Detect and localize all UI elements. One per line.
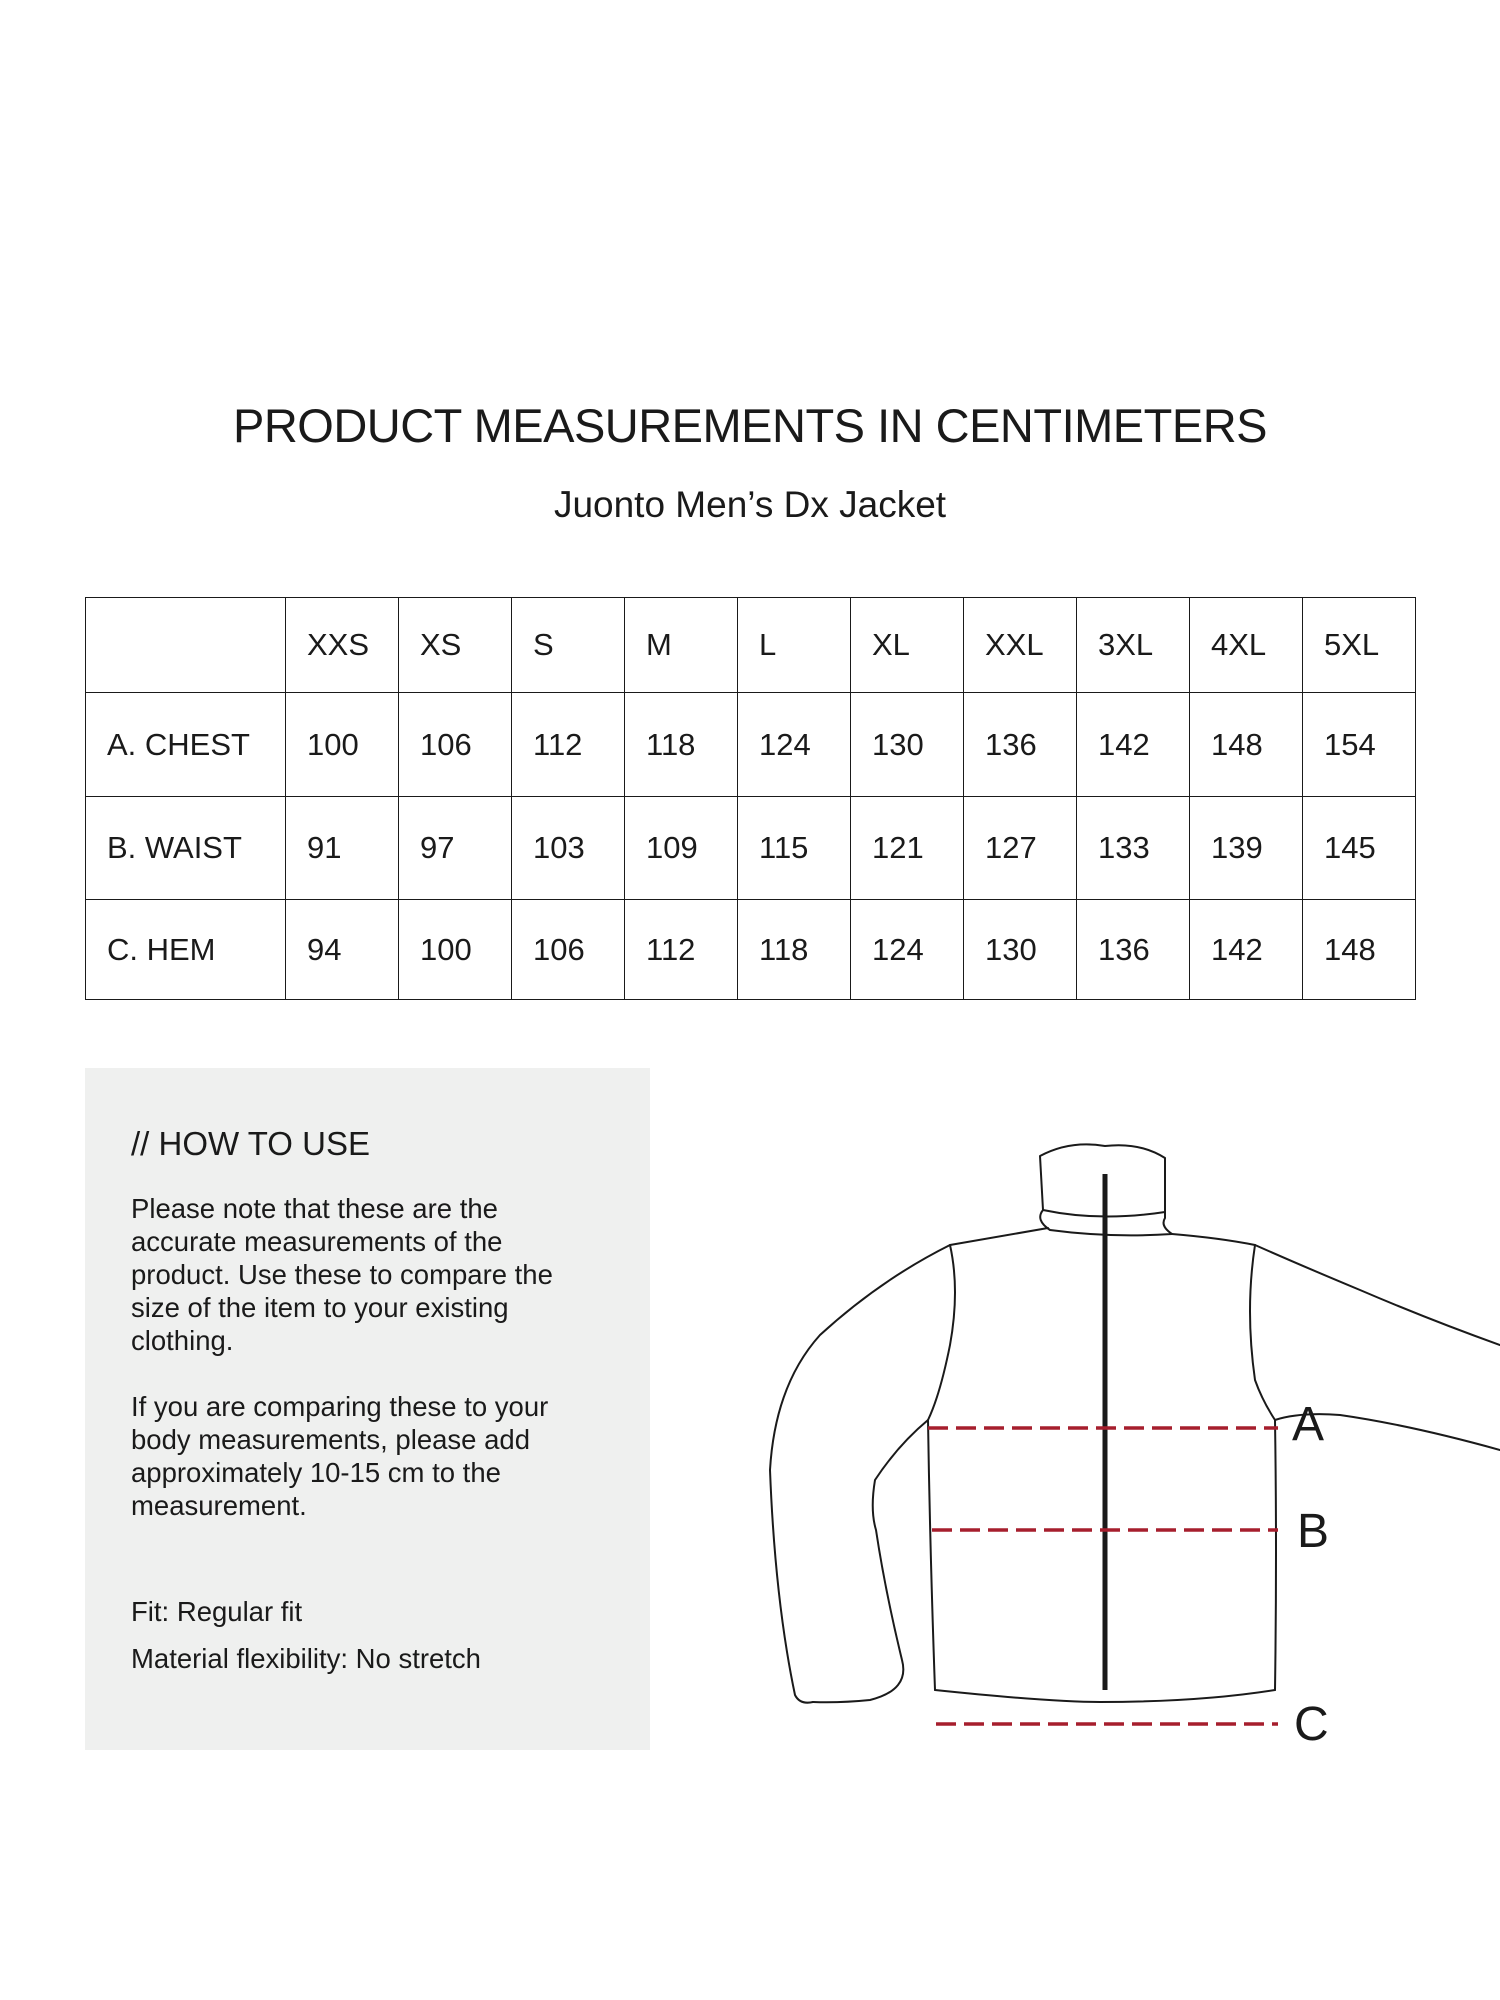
- size-header: S: [512, 598, 625, 693]
- size-header: M: [625, 598, 738, 693]
- page-title: PRODUCT MEASUREMENTS IN CENTIMETERS: [233, 399, 1267, 452]
- table-cell: 100: [399, 900, 512, 1000]
- table-cell: 103: [512, 797, 625, 900]
- how-to-use-heading: // HOW TO USE: [131, 1125, 370, 1162]
- table-cell: 130: [851, 693, 964, 797]
- right-sleeve-seam: [1250, 1245, 1275, 1420]
- table-cell: 130: [964, 900, 1077, 1000]
- size-header: L: [738, 598, 851, 693]
- spacer: [131, 1555, 604, 1595]
- table-cell: 124: [738, 693, 851, 797]
- size-header: 4XL: [1190, 598, 1303, 693]
- table-row-hem: [86, 900, 1416, 1000]
- table-cell: 142: [1077, 693, 1190, 797]
- product-name: Juonto Men’s Dx Jacket: [553, 484, 947, 525]
- table-cell: 121: [851, 797, 964, 900]
- label-c: C: [1294, 1698, 1329, 1751]
- how-to-paragraph-2: If you are comparing these to your body measurements, please add approximately 10-15 cm to the measurement.: [131, 1391, 549, 1522]
- row-label: C. HEM: [86, 900, 286, 1000]
- table-cell: 100: [286, 693, 399, 797]
- table-row-waist: [86, 797, 1416, 900]
- how-to-use-panel: [85, 1068, 650, 1750]
- hem: [935, 1690, 1275, 1702]
- table-cell: 109: [625, 797, 738, 900]
- table-cell: 112: [625, 900, 738, 1000]
- size-header-row: [86, 598, 1416, 693]
- measurement-labels: [1292, 1398, 1329, 1751]
- size-header: XL: [851, 598, 964, 693]
- label-a: A: [1292, 1398, 1325, 1451]
- table-cell: 148: [1303, 900, 1416, 1000]
- jacket-outline: [770, 1144, 1500, 1702]
- table-cell: 106: [399, 693, 512, 797]
- table-cell: 97: [399, 797, 512, 900]
- row-label: A. CHEST: [86, 693, 286, 797]
- body-right-side: [1275, 1420, 1276, 1690]
- corner-cell: [86, 598, 286, 693]
- row-label: B. WAIST: [86, 797, 286, 900]
- right-shoulder: [1172, 1234, 1255, 1245]
- fit-info: Fit: Regular fit: [131, 1596, 303, 1628]
- table-cell: 139: [1190, 797, 1303, 900]
- table-cell: 91: [286, 797, 399, 900]
- label-b: B: [1297, 1505, 1330, 1558]
- right-sleeve-outer: [1255, 1245, 1500, 1345]
- table-cell: 136: [964, 693, 1077, 797]
- table-cell: 118: [625, 693, 738, 797]
- size-header: XXL: [964, 598, 1077, 693]
- table-cell: 112: [512, 693, 625, 797]
- size-header: XS: [399, 598, 512, 693]
- table-cell: 124: [851, 900, 964, 1000]
- table-cell: 94: [286, 900, 399, 1000]
- left-sleeve-outer: [770, 1228, 1048, 1703]
- jacket-diagram: [740, 1120, 1500, 1780]
- table-cell: 148: [1190, 693, 1303, 797]
- table-row-chest: [86, 693, 1416, 797]
- table-cell: 136: [1077, 900, 1190, 1000]
- body-left-side: [928, 1420, 935, 1690]
- size-header: 5XL: [1303, 598, 1416, 693]
- table-cell: 133: [1077, 797, 1190, 900]
- table-cell: 127: [964, 797, 1077, 900]
- table-cell: 145: [1303, 797, 1416, 900]
- size-header: XXS: [286, 598, 399, 693]
- flexibility-info: Material flexibility: No stretch: [131, 1643, 481, 1675]
- table-cell: 154: [1303, 693, 1416, 797]
- table-cell: 106: [512, 900, 625, 1000]
- how-to-paragraph-1: Please note that these are the accurate measurements of the product. Use these to compare the size of the item to your existing clothing.: [131, 1193, 553, 1357]
- size-table: [85, 597, 1416, 1000]
- table-cell: 118: [738, 900, 851, 1000]
- table-cell: 115: [738, 797, 851, 900]
- table-cell: 142: [1190, 900, 1303, 1000]
- size-header: 3XL: [1077, 598, 1190, 693]
